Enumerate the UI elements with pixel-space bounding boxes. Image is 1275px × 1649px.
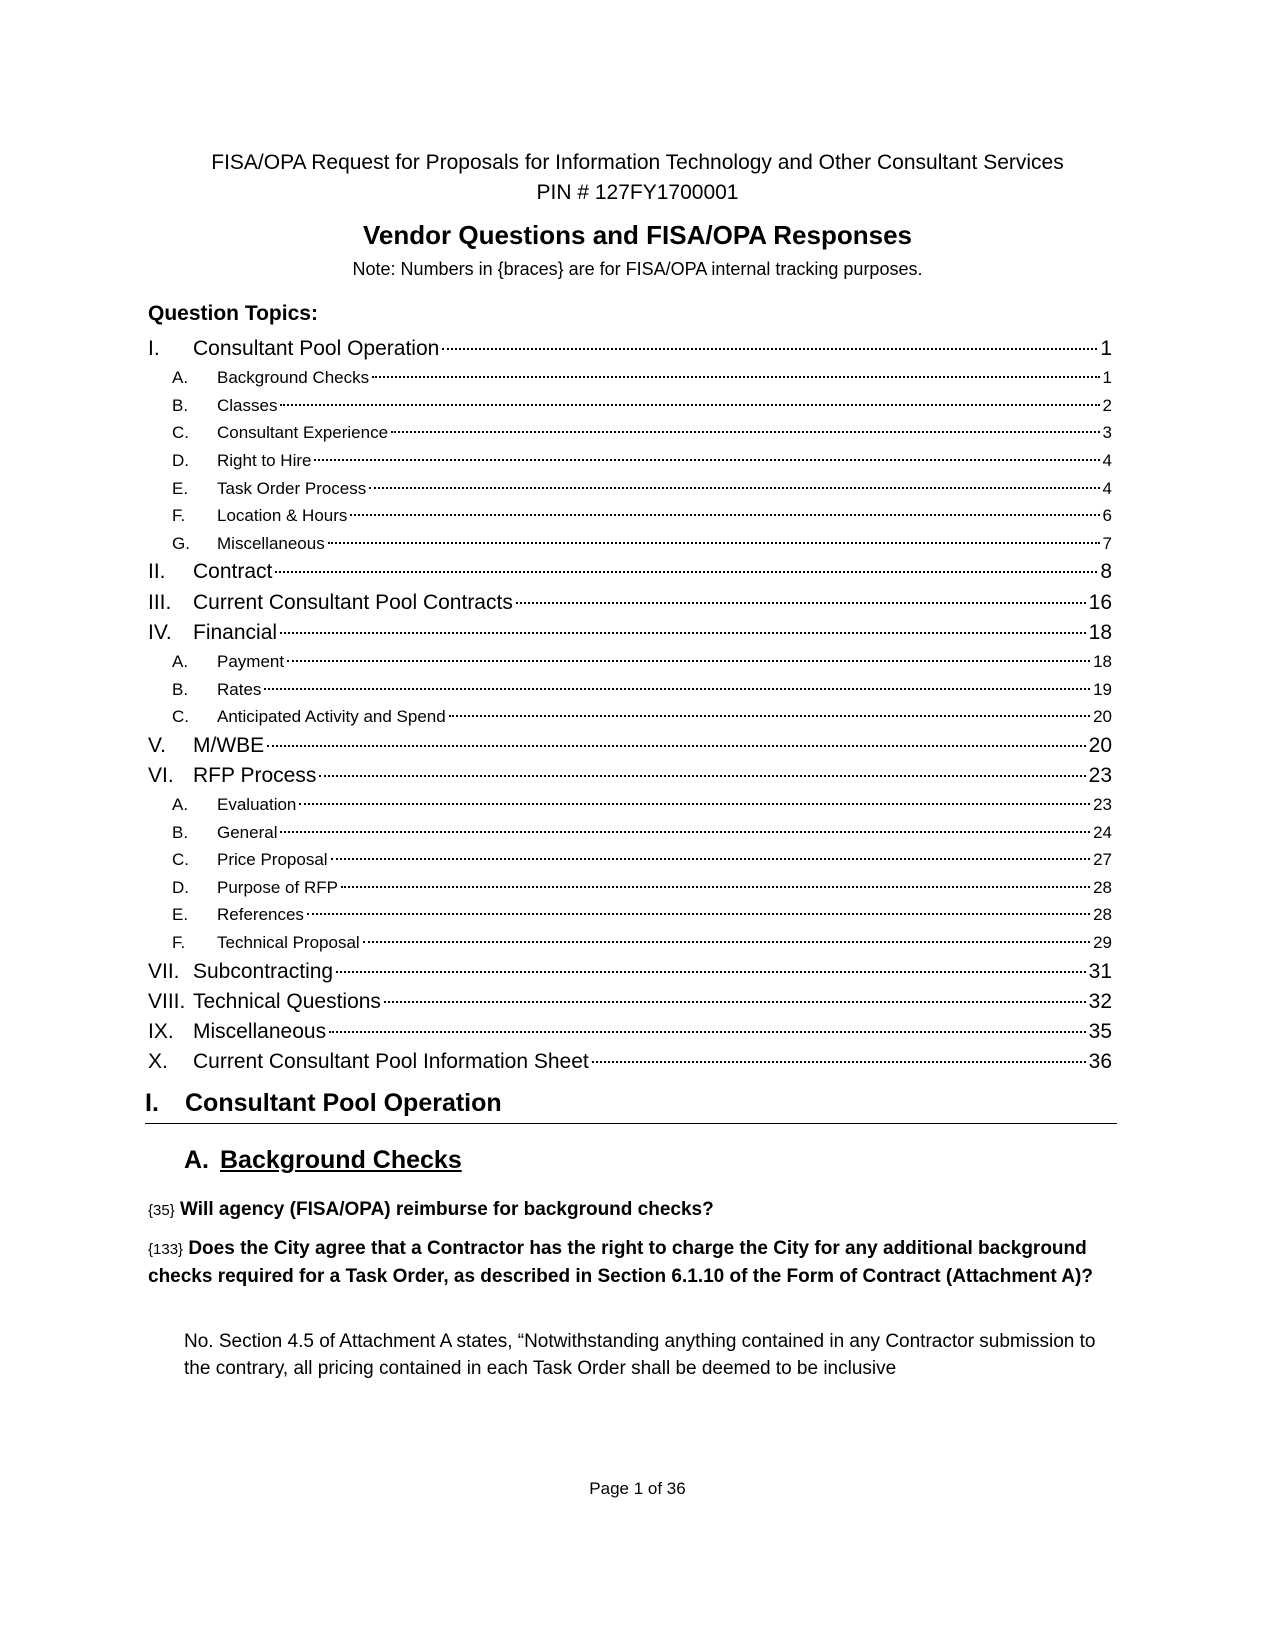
- pin-number: PIN # 127FY1700001: [536, 181, 739, 204]
- dot-leader: [329, 1031, 1086, 1033]
- toc-number: B.: [172, 822, 189, 842]
- toc-number: IV.: [148, 620, 172, 644]
- dot-leader: [336, 971, 1086, 973]
- toc-page: 8: [1100, 560, 1112, 584]
- toc-label: Rates: [217, 679, 262, 699]
- dot-leader: [314, 459, 1099, 461]
- dot-leader: [384, 1001, 1086, 1003]
- answer-text: No. Section 4.5 of Attachment A states, “Notwithstanding anything contained in any Contractor submission to the contrary, all pricing contained in each Task Order shall be deemed to be inclusive: [184, 1331, 1096, 1379]
- toc-entry[interactable]: [148, 1017, 1112, 1047]
- toc-entry[interactable]: [148, 731, 1112, 761]
- toc-entry[interactable]: [148, 530, 1112, 558]
- toc-entry[interactable]: [148, 618, 1112, 648]
- question: [148, 1196, 1108, 1224]
- toc-number: VIII.: [148, 989, 186, 1013]
- toc-entry[interactable]: [148, 791, 1112, 819]
- toc-label: Current Consultant Pool Contracts: [193, 590, 513, 614]
- toc-label: Classes: [217, 395, 278, 415]
- toc-number: VI.: [148, 763, 174, 787]
- toc-page: 36: [1088, 1050, 1112, 1074]
- section-number: I.: [145, 1089, 159, 1117]
- toc-page: 31: [1088, 959, 1112, 983]
- toc-entry[interactable]: [148, 846, 1112, 874]
- subsection-number: A.: [184, 1146, 209, 1174]
- toc-entry[interactable]: [148, 502, 1112, 530]
- page-number: Page 1 of 36: [589, 1479, 686, 1498]
- dot-leader: [516, 602, 1086, 604]
- toc-label: Payment: [217, 651, 285, 671]
- rfp-title-line: FISA/OPA Request for Proposals for Information Technology and Other Consultant Services: [211, 151, 1064, 174]
- toc-label: Miscellaneous: [193, 1020, 327, 1043]
- toc-entry[interactable]: [148, 703, 1112, 731]
- toc-page: 1: [1102, 368, 1112, 388]
- dot-leader: [328, 542, 1100, 544]
- toc-number: II.: [148, 560, 166, 584]
- toc-label: Anticipated Activity and Spend: [217, 707, 446, 727]
- toc-label: Contract: [193, 560, 273, 584]
- dot-leader: [369, 487, 1099, 489]
- question: [148, 1235, 1108, 1290]
- toc-label: References: [217, 905, 304, 925]
- toc-page: 23: [1093, 795, 1112, 815]
- toc-label: Consultant Pool Operation: [193, 337, 440, 360]
- toc-number: III.: [148, 590, 172, 614]
- dot-leader: [280, 831, 1090, 833]
- toc-label: Price Proposal: [217, 850, 328, 870]
- toc-label: Location & Hours: [217, 506, 348, 526]
- toc-page: 18: [1088, 620, 1112, 644]
- toc-page: 19: [1093, 679, 1112, 699]
- toc-page: 16: [1088, 590, 1112, 614]
- dot-leader: [350, 514, 1099, 516]
- toc-number: B.: [172, 679, 189, 699]
- toc-label: RFP Process: [193, 763, 317, 787]
- toc-number: IX.: [148, 1020, 174, 1043]
- toc-page: 6: [1102, 506, 1112, 526]
- toc-page: 1: [1100, 337, 1112, 360]
- dot-leader: [449, 715, 1090, 717]
- toc-number: E.: [172, 905, 189, 925]
- dot-leader: [592, 1061, 1086, 1063]
- toc-page: 2: [1102, 395, 1112, 415]
- dot-leader: [391, 431, 1099, 433]
- question-text: Will agency (FISA/OPA) reimburse for background checks?: [180, 1199, 714, 1220]
- toc-entry[interactable]: [148, 929, 1112, 957]
- toc-label: M/WBE: [193, 733, 265, 757]
- toc-number: D.: [172, 450, 189, 470]
- toc-entry[interactable]: [148, 475, 1112, 503]
- toc-number: V.: [148, 733, 166, 757]
- dot-leader: [331, 858, 1091, 860]
- toc-entry[interactable]: [148, 987, 1112, 1017]
- toc-number: D.: [172, 877, 189, 897]
- toc-number: F.: [172, 506, 186, 526]
- toc-label: Financial: [193, 620, 278, 644]
- toc-entry[interactable]: [148, 819, 1112, 847]
- dot-leader: [287, 660, 1090, 662]
- toc-page: 7: [1102, 533, 1112, 553]
- toc-page: 20: [1093, 707, 1112, 727]
- toc-label: Technical Questions: [193, 989, 381, 1013]
- toc-number: F.: [172, 933, 186, 953]
- toc-number: X.: [148, 1050, 168, 1074]
- toc-label: Current Consultant Pool Information Sheet: [193, 1050, 589, 1074]
- dot-leader: [307, 913, 1090, 915]
- toc-number: C.: [172, 423, 189, 443]
- toc-page: 29: [1093, 933, 1112, 953]
- table-of-contents: [148, 334, 1112, 1077]
- toc-page: 23: [1088, 763, 1112, 787]
- toc-number: C.: [172, 707, 189, 727]
- subsection-heading: [184, 1143, 462, 1177]
- section-title: Consultant Pool Operation: [185, 1089, 502, 1117]
- section-heading: [145, 1086, 1117, 1124]
- toc-number: A.: [172, 651, 189, 671]
- toc-label: Consultant Experience: [217, 423, 389, 443]
- toc-entry[interactable]: [148, 1047, 1112, 1077]
- toc-heading: Question Topics:: [148, 302, 318, 325]
- toc-number: A.: [172, 368, 189, 388]
- toc-page: 18: [1093, 651, 1112, 671]
- toc-page: 28: [1093, 877, 1112, 897]
- toc-entry[interactable]: [148, 557, 1112, 587]
- toc-label: Background Checks: [217, 368, 370, 388]
- toc-entry[interactable]: [148, 676, 1112, 704]
- toc-entry[interactable]: [148, 364, 1112, 392]
- tracking-id: {35}: [148, 1202, 175, 1219]
- toc-number: G.: [172, 533, 190, 553]
- toc-number: A.: [172, 795, 189, 815]
- dot-leader: [299, 803, 1090, 805]
- dot-leader: [363, 941, 1090, 943]
- document-title: Vendor Questions and FISA/OPA Responses: [363, 220, 912, 250]
- toc-entry[interactable]: [148, 648, 1112, 676]
- tracking-note: Note: Numbers in {braces} are for FISA/OPA internal tracking purposes.: [352, 259, 923, 279]
- dot-leader: [372, 376, 1099, 378]
- toc-entry[interactable]: [148, 761, 1112, 791]
- toc-label: Technical Proposal: [217, 933, 360, 953]
- toc-number: I.: [148, 337, 160, 360]
- subsection-title: Background Checks: [220, 1146, 462, 1174]
- dot-leader: [275, 571, 1097, 573]
- dot-leader: [442, 348, 1097, 350]
- toc-label: Purpose of RFP: [217, 877, 338, 897]
- toc-label: General: [217, 822, 278, 842]
- toc-page: 24: [1093, 822, 1112, 842]
- toc-number: VII.: [148, 959, 180, 983]
- dot-leader: [341, 886, 1090, 888]
- toc-page: 4: [1102, 450, 1112, 470]
- tracking-id: {133}: [148, 1241, 184, 1258]
- toc-label: Subcontracting: [193, 959, 334, 983]
- toc-entry[interactable]: [148, 588, 1112, 618]
- toc-page: 27: [1093, 850, 1112, 870]
- toc-number: B.: [172, 395, 189, 415]
- toc-entry[interactable]: [148, 447, 1112, 475]
- toc-page: 28: [1093, 905, 1112, 925]
- toc-entry[interactable]: [148, 957, 1112, 987]
- toc-label: Miscellaneous: [217, 533, 325, 553]
- toc-entry[interactable]: [148, 901, 1112, 929]
- dot-leader: [280, 632, 1086, 634]
- dot-leader: [264, 688, 1090, 690]
- toc-label: Right to Hire: [217, 450, 312, 470]
- toc-label: Task Order Process: [217, 478, 367, 498]
- toc-entry[interactable]: [148, 334, 1112, 364]
- toc-entry[interactable]: [148, 419, 1112, 447]
- toc-number: C.: [172, 850, 189, 870]
- dot-leader: [267, 745, 1085, 747]
- toc-label: Evaluation: [217, 795, 297, 815]
- toc-page: 4: [1102, 478, 1112, 498]
- toc-page: 35: [1088, 1020, 1112, 1043]
- dot-leader: [280, 404, 1099, 406]
- toc-page: 20: [1088, 733, 1112, 757]
- toc-entry[interactable]: [148, 874, 1112, 902]
- toc-page: 3: [1102, 423, 1112, 443]
- dot-leader: [319, 775, 1085, 777]
- toc-entry[interactable]: [148, 392, 1112, 420]
- toc-number: E.: [172, 478, 189, 498]
- toc-page: 32: [1088, 989, 1112, 1013]
- question-text: Does the City agree that a Contractor has the right to charge the City for any additional background checks required for a Task Order, as described in Section 6.1.10 of the Form of Contract (Attachment A)?: [148, 1238, 1093, 1287]
